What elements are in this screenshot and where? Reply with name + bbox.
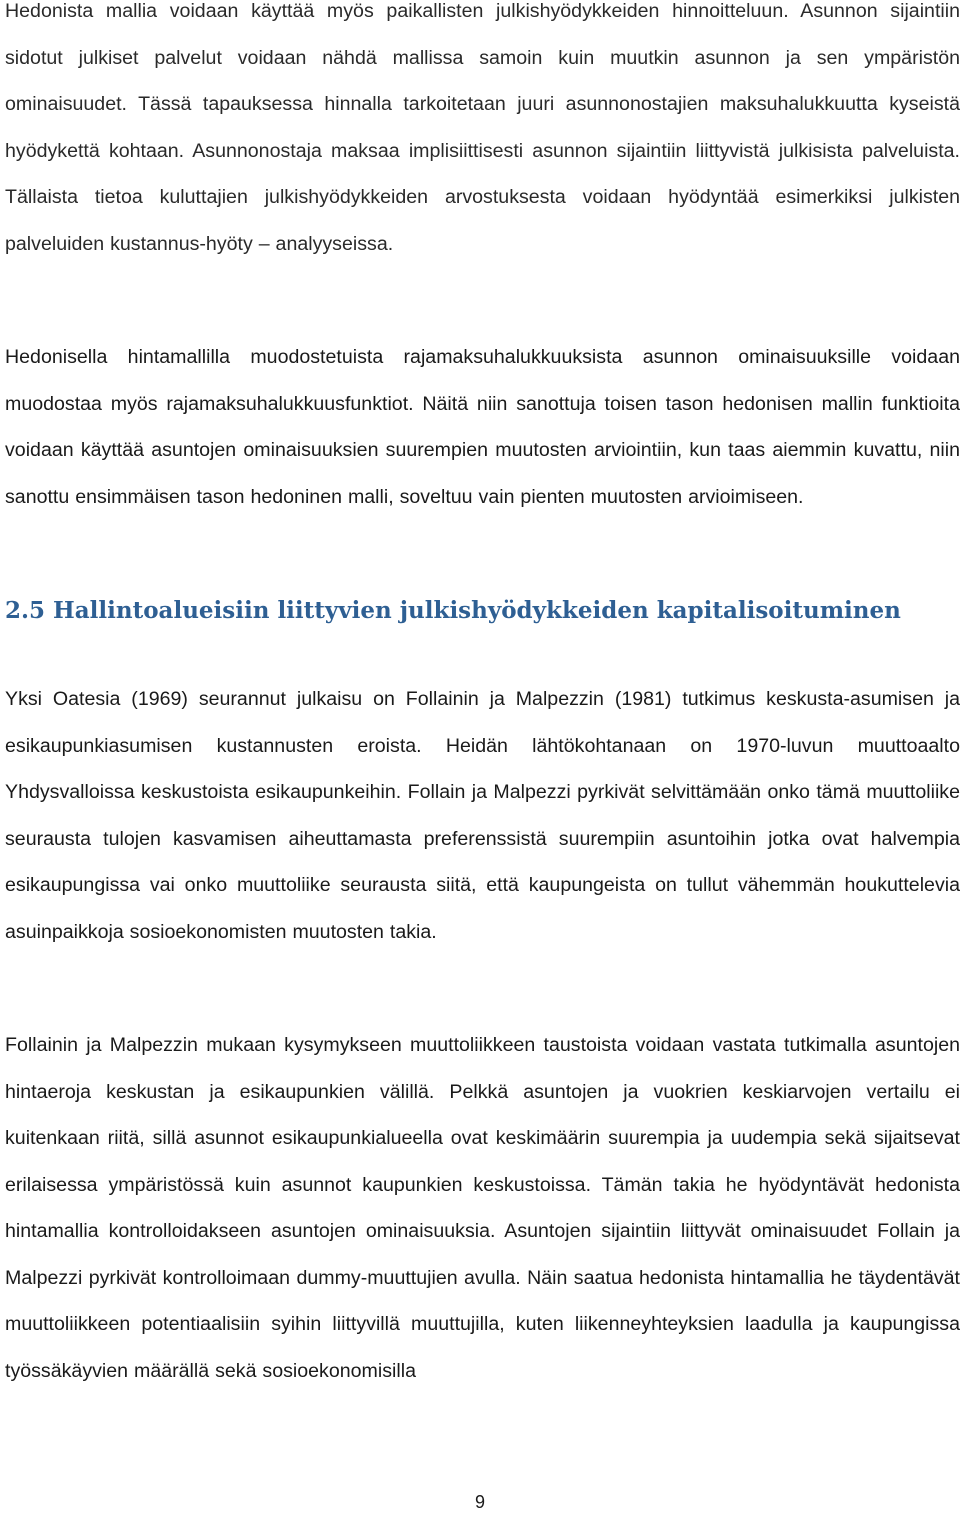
paragraph-marginal-willingness-to-pay: Hedonisella hintamallilla muodostetuista rajamaksuhalukkuuksista asunnon ominaisuuksille voidaan muodostaa myös rajamaksuhalukkuusfunktiot. Näitä niin sanottuja toisen tason hedonisen mallin funktioita voidaan käyttää asuntojen ominaisuuksien suurempien muutosten arviointiin, kun taas aiemmin kuvattu, niin sanottu ensimmäisen tason hedoninen malli, soveltuu vain pienten muutosten arvioimiseen. xyxy=(5,346,960,508)
page-number: 9 xyxy=(474,1492,485,1512)
paragraph-hedonic-public-goods: Hedonista mallia voidaan käyttää myös paikallisten julkishyödykkeiden hinnoitteluun. Asunnon sijaintiin sidotut julkiset palvelut voidaan nähdä mallissa samoin kuin muutkin asunnon ja sen ympäristön ominaisuudet. Tässä tapauksessa hinnalla tarkoitetaan juuri asunnonostajien maksuhalukkuutta kyseistä hyödykettä kohtaan. Asunnonostaja maksaa implisiittisesti asunnon sijaintiin liittyvistä julkisista palveluista. Tällaista tietoa kuluttajien julkishyödykkeiden arvostuksesta voidaan hyödyntää esimerkiksi julkisten palveluiden kustannus-hyöty – analyyseissa. xyxy=(5,0,960,255)
paragraph-follain-malpezzi-study: Yksi Oatesia (1969) seurannut julkaisu on Follainin ja Malpezzin (1981) tutkimus keskusta-asumisen ja esikaupunkiasumisen kustannusten eroista. Heidän lähtökohtanaan on 1970-luvun muuttoaalto Yhdysvalloissa keskustoista esikaupunkeihin. Follain ja Malpezzi pyrkivät selvittämään onko tämä muuttoliike seurausta tulojen kasvamisen aiheuttamasta preferenssistä suurempiin asuntoihin jotka ovat halvempia esikaupungissa vai onko muuttoliike seurausta siitä, että kaupungeista on tullut vähemmän houkuttelevia asuinpaikkoja sosioekonomisten muutosten takia. xyxy=(5,688,960,943)
paragraph-follain-malpezzi-method: Follainin ja Malpezzin mukaan kysymykseen muuttoliikkeen taustoista voidaan vastata tutkimalla asuntojen hintaeroja keskustan ja esikaupunkien välillä. Pelkkä asuntojen ja vuokrien keskiarvojen vertailu ei kuitenkaan riitä, sillä asunnot esikaupunkialueella ovat keskimäärin suurempia ja uudempia sekä sijaitsevat erilaisessa ympäristössä kuin asunnot kaupunkien keskustoissa. Tämän takia he hyödyntävät hedonista hintamallia kontrolloidakseen asuntojen ominaisuuksia. Asuntojen sijaintiin liittyvät ominaisuudet Follain ja Malpezzi pyrkivät kontrolloimaan dummy-muuttujien avulla. Näin saatua hedonista hintamallia he täydentävät muuttoliikkeen potentiaalisiin syihin liittyvillä muuttujilla, kuten liikenneyhteyksien laadulla ja kaupungissa työssäkäyvien määrällä sekä sosioekonomisilla xyxy=(5,1034,960,1382)
section-heading: 2.5 Hallintoalueisiin liittyvien julkishyödykkeiden kapitalisoituminen xyxy=(5,597,901,624)
